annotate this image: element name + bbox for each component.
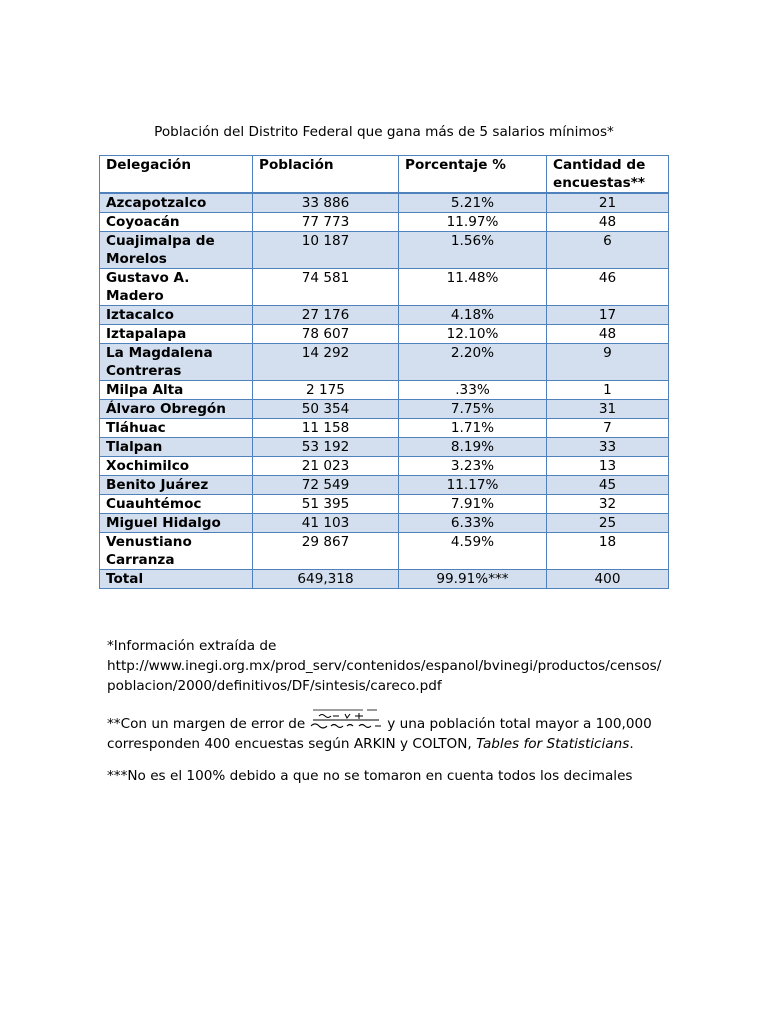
margin-text-after: y una población total mayor a 100,000 corresponden 400 encuestas según ARKIN y COLTON, [107, 716, 652, 752]
margin-footnote [107, 708, 667, 754]
encuestas-cell: 9 [547, 344, 669, 381]
porcentaje-cell: 99.91%*** [399, 570, 547, 589]
encuestas-cell: 48 [547, 213, 669, 232]
delegacion-cell: Venustiano Carranza [100, 533, 253, 570]
table-row [100, 457, 669, 476]
porcentaje-cell: 5.21% [399, 193, 547, 213]
table-row [100, 325, 669, 344]
encuestas-cell: 7 [547, 419, 669, 438]
delegacion-cell: Gustavo A. Madero [100, 269, 253, 306]
delegacion-cell: Total [100, 570, 253, 589]
margin-period: . [629, 736, 634, 752]
page-title: Población del Distrito Federal que gana más de 5 salarios mínimos* [154, 124, 614, 140]
header-poblacion: Población [253, 156, 399, 194]
table-row [100, 306, 669, 325]
porcentaje-cell: 3.23% [399, 457, 547, 476]
encuestas-cell: 31 [547, 400, 669, 419]
header-encuestas: Cantidad de encuestas** [547, 156, 669, 194]
poblacion-cell: 53 192 [253, 438, 399, 457]
porcentaje-cell: 7.75% [399, 400, 547, 419]
porcentaje-cell: 11.17% [399, 476, 547, 495]
encuestas-cell: 17 [547, 306, 669, 325]
delegacion-cell: Miguel Hidalgo [100, 514, 253, 533]
poblacion-cell: 72 549 [253, 476, 399, 495]
decimals-footnote: ***No es el 100% debido a que no se tomaron en cuenta todos los decimales [107, 768, 633, 784]
porcentaje-cell: 11.97% [399, 213, 547, 232]
encuestas-cell: 18 [547, 533, 669, 570]
delegacion-cell: Benito Juárez [100, 476, 253, 495]
poblacion-cell: 51 395 [253, 495, 399, 514]
table-row [100, 495, 669, 514]
delegacion-cell: Iztapalapa [100, 325, 253, 344]
book-title: Tables for Statisticians [476, 736, 630, 752]
porcentaje-cell: 7.91% [399, 495, 547, 514]
encuestas-cell: 45 [547, 476, 669, 495]
table-row [100, 533, 669, 570]
encuestas-cell: 400 [547, 570, 669, 589]
porcentaje-cell: 1.56% [399, 232, 547, 269]
encuestas-cell: 46 [547, 269, 669, 306]
poblacion-cell: 33 886 [253, 193, 399, 213]
encuestas-cell: 6 [547, 232, 669, 269]
poblacion-cell: 11 158 [253, 419, 399, 438]
porcentaje-cell: 4.18% [399, 306, 547, 325]
encuestas-cell: 48 [547, 325, 669, 344]
table-row [100, 438, 669, 457]
margin-text-before: **Con un margen de error de [107, 716, 306, 732]
delegacion-cell: Milpa Alta [100, 381, 253, 400]
poblacion-cell: 78 607 [253, 325, 399, 344]
poblacion-cell: 77 773 [253, 213, 399, 232]
porcentaje-cell: 8.19% [399, 438, 547, 457]
delegacion-cell: La Magdalena Contreras [100, 344, 253, 381]
poblacion-cell: 74 581 [253, 269, 399, 306]
poblacion-cell: 27 176 [253, 306, 399, 325]
poblacion-cell: 10 187 [253, 232, 399, 269]
encuestas-cell: 1 [547, 381, 669, 400]
delegacion-cell: Álvaro Obregón [100, 400, 253, 419]
poblacion-cell: 41 103 [253, 514, 399, 533]
table-header-row [100, 156, 669, 194]
poblacion-cell: 50 354 [253, 400, 399, 419]
delegacion-cell: Tlalpan [100, 438, 253, 457]
table-row [100, 570, 669, 589]
delegacion-cell: Azcapotzalco [100, 193, 253, 213]
porcentaje-cell: 4.59% [399, 533, 547, 570]
delegacion-cell: Tláhuac [100, 419, 253, 438]
table-row [100, 514, 669, 533]
delegacion-cell: Xochimilco [100, 457, 253, 476]
encuestas-cell: 25 [547, 514, 669, 533]
delegacion-cell: Cuauhtémoc [100, 495, 253, 514]
table-row [100, 232, 669, 269]
table-row [100, 419, 669, 438]
source-url: http://www.inegi.org.mx/prod_serv/contenidos/espanol/bvinegi/productos/censos/poblacion/2000/definitivos/DF/sintesis/careco.pdf [107, 658, 662, 694]
porcentaje-cell: 1.71% [399, 419, 547, 438]
porcentaje-cell: 12.10% [399, 325, 547, 344]
header-porcentaje: Porcentaje % [399, 156, 547, 194]
header-delegacion: Delegación [100, 156, 253, 194]
delegacion-cell: Coyoacán [100, 213, 253, 232]
table-row [100, 344, 669, 381]
table-row [100, 400, 669, 419]
encuestas-cell: 13 [547, 457, 669, 476]
table-row [100, 213, 669, 232]
porcentaje-cell: 11.48% [399, 269, 547, 306]
porcentaje-cell: .33% [399, 381, 547, 400]
poblacion-cell: 21 023 [253, 457, 399, 476]
footnotes [107, 636, 667, 798]
table-row [100, 193, 669, 213]
source-label: *Información extraída de [107, 638, 277, 654]
encuestas-cell: 32 [547, 495, 669, 514]
encuestas-cell: 33 [547, 438, 669, 457]
table-row [100, 269, 669, 306]
encuestas-cell: 21 [547, 193, 669, 213]
source-footnote [107, 636, 667, 696]
poblacion-cell: 29 867 [253, 533, 399, 570]
poblacion-cell: 14 292 [253, 344, 399, 381]
porcentaje-cell: 6.33% [399, 514, 547, 533]
porcentaje-cell: 2.20% [399, 344, 547, 381]
error-formula-image [305, 708, 387, 732]
population-table [99, 155, 669, 589]
table-body [100, 193, 669, 589]
table-row [100, 381, 669, 400]
poblacion-cell: 649,318 [253, 570, 399, 589]
delegacion-cell: Cuajimalpa de Morelos [100, 232, 253, 269]
poblacion-cell: 2 175 [253, 381, 399, 400]
table-row [100, 476, 669, 495]
delegacion-cell: Iztacalco [100, 306, 253, 325]
